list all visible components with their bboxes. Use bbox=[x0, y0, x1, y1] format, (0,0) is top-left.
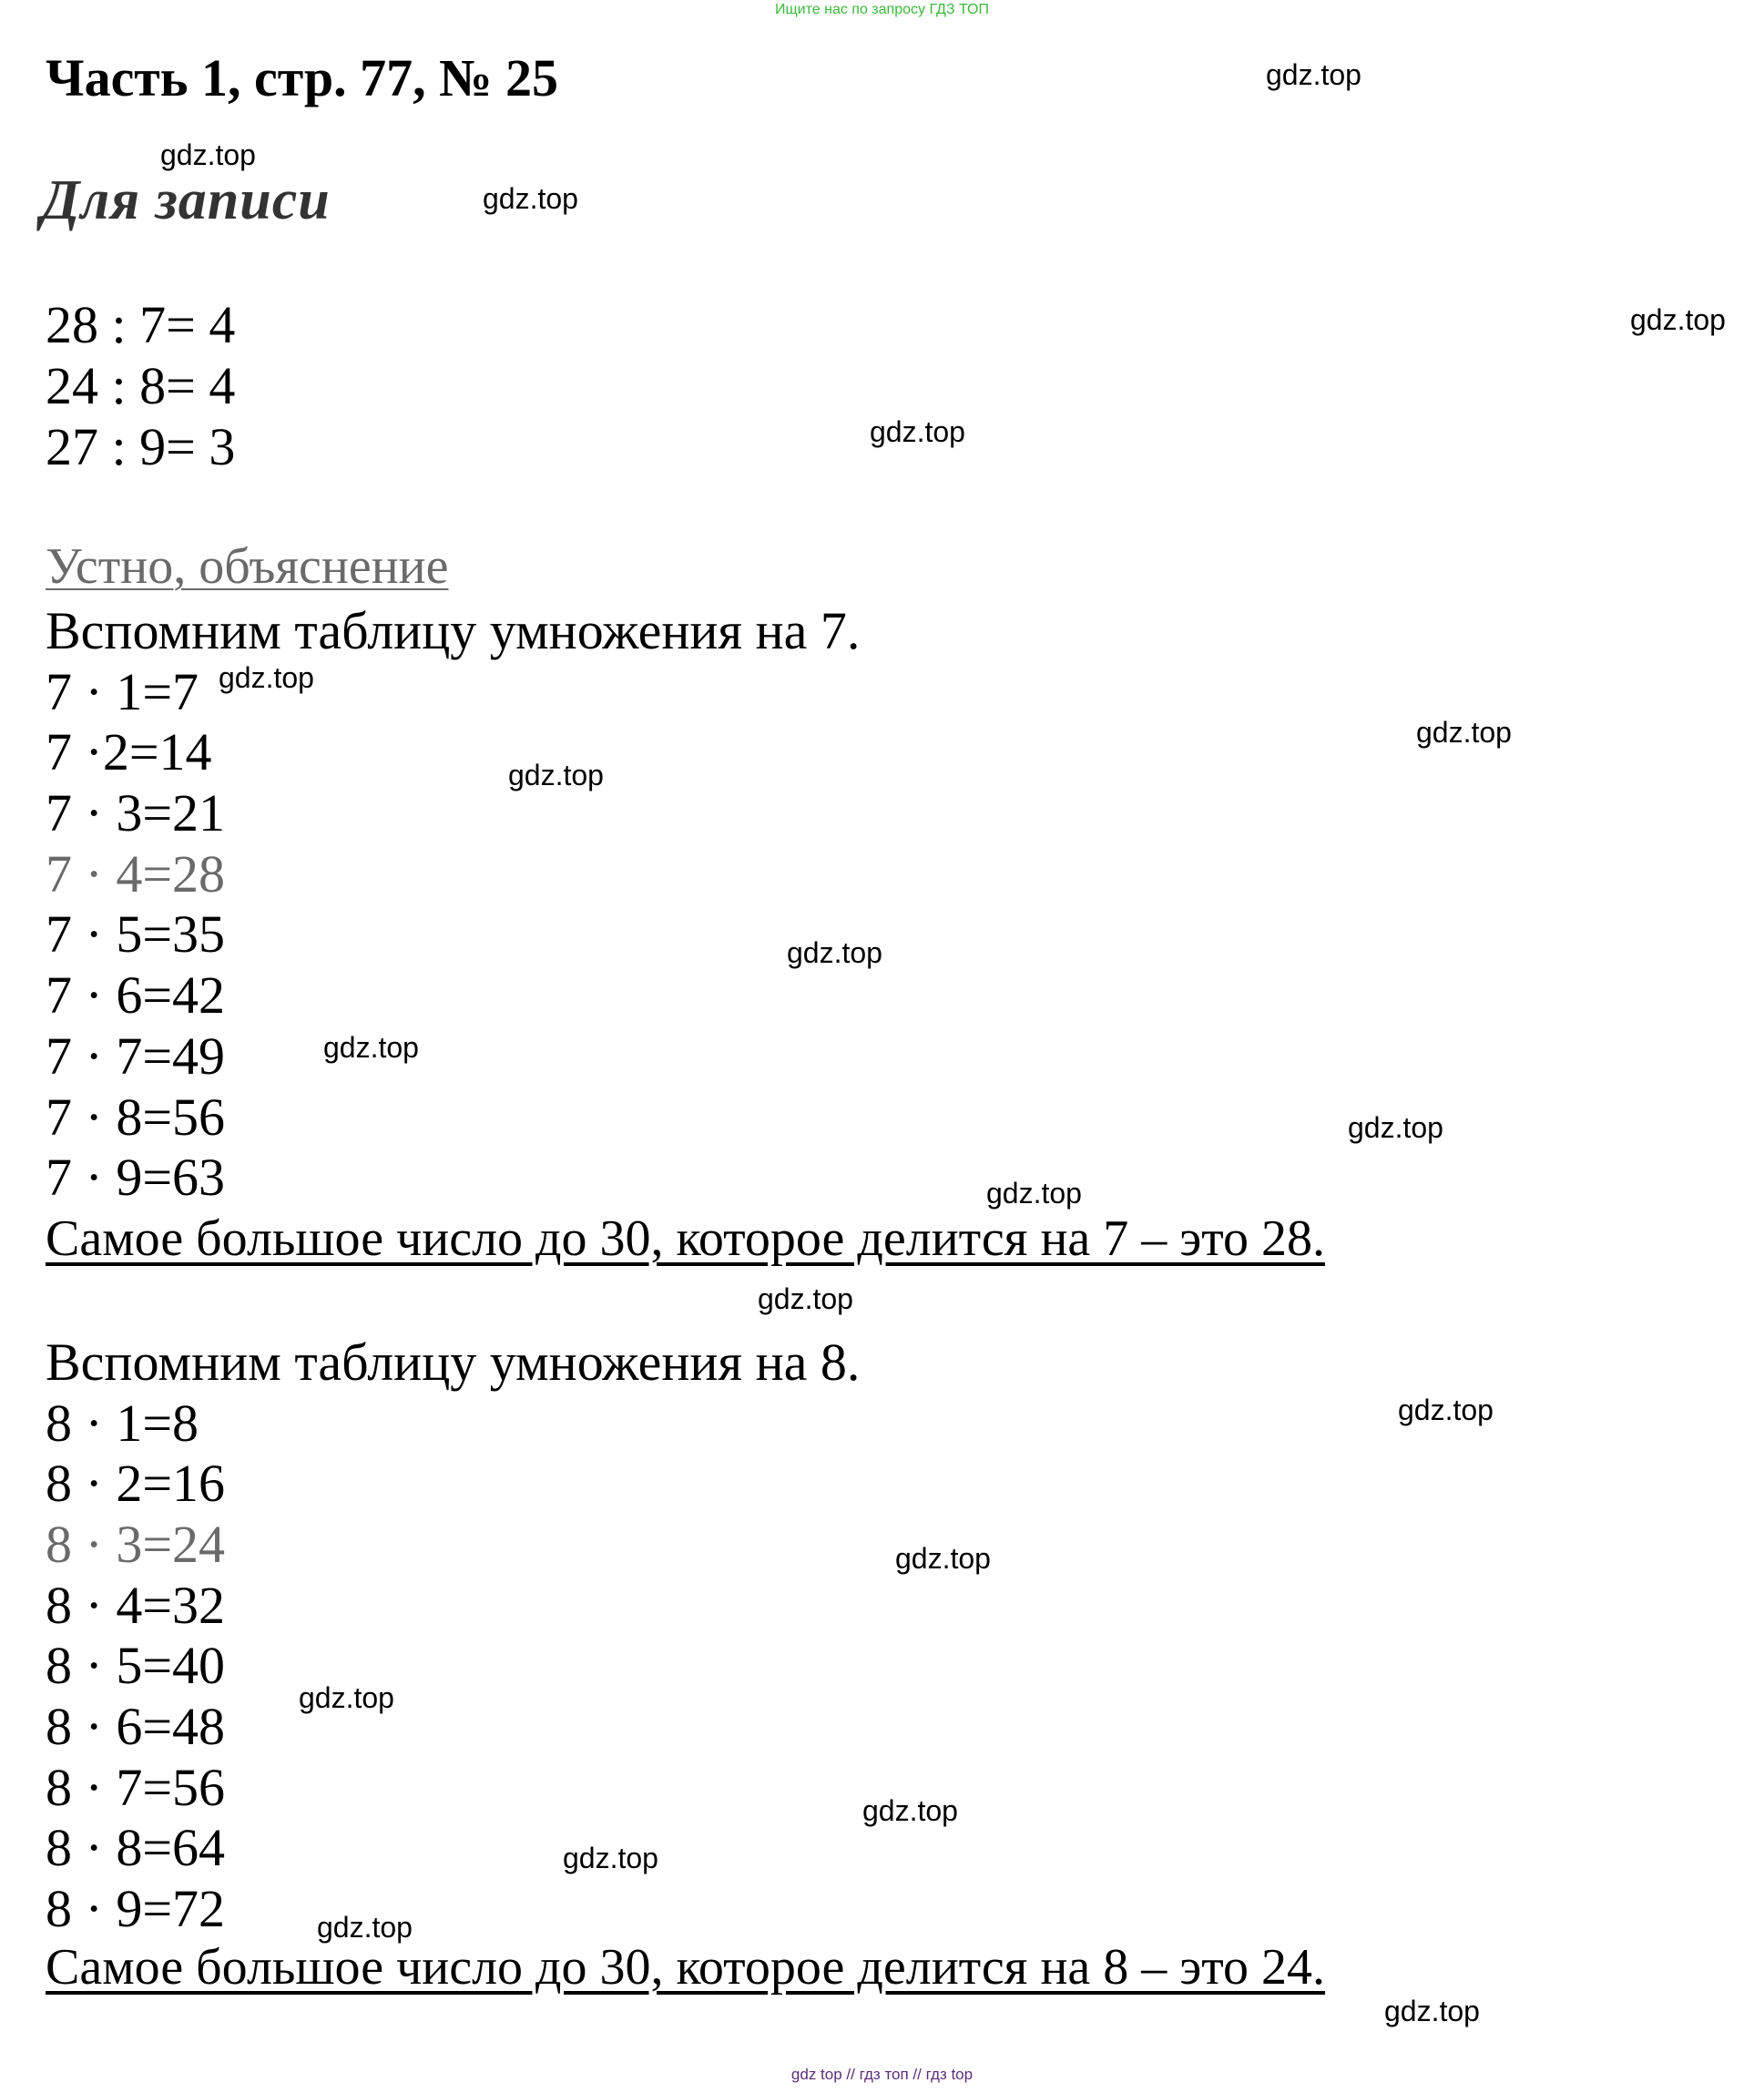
table-row: 7 · 1=7 bbox=[46, 662, 199, 721]
table-row: 7 · 7=49 bbox=[46, 1026, 226, 1086]
table-row: 8 · 8=64 bbox=[46, 1818, 226, 1877]
watermark: gdz.top bbox=[1398, 1394, 1494, 1426]
watermark: gdz.top bbox=[1384, 1995, 1480, 2027]
table-row: 7 · 8=56 bbox=[46, 1087, 226, 1147]
watermark: gdz.top bbox=[862, 1794, 958, 1827]
table-row: 8 · 7=56 bbox=[46, 1758, 226, 1817]
table-row: 8 · 1=8 bbox=[46, 1394, 199, 1453]
table-row: 7 · 9=63 bbox=[46, 1148, 226, 1207]
table-row: 8 · 6=48 bbox=[46, 1697, 226, 1756]
equation-line: 28 : 7= 4 bbox=[46, 295, 236, 354]
watermark: gdz.top bbox=[787, 936, 882, 969]
watermark: gdz.top bbox=[563, 1842, 658, 1874]
footer-links: gdz top // гдз топ // гдз top bbox=[790, 2066, 974, 2083]
table-row: 7 · 6=42 bbox=[46, 965, 226, 1025]
table-row: 8 · 2=16 bbox=[46, 1454, 226, 1513]
watermark: gdz.top bbox=[870, 415, 965, 448]
watermark: gdz.top bbox=[299, 1681, 394, 1714]
watermark: gdz.top bbox=[986, 1177, 1082, 1210]
table-row: 8 · 4=32 bbox=[46, 1576, 226, 1635]
table-row-highlighted: 7 · 4=28 bbox=[46, 844, 226, 904]
table-row: 8 · 9=72 bbox=[46, 1879, 226, 1938]
watermark: gdz.top bbox=[160, 138, 256, 171]
watermark: gdz.top bbox=[219, 661, 314, 694]
table-intro: Вспомним таблицу умножения на 7. bbox=[46, 601, 861, 660]
table-row: 7 ·2=14 bbox=[46, 722, 212, 781]
top-banner: Ищите нас по запросу ГДЗ ТОП bbox=[775, 2, 989, 17]
conclusion-7: Самое большое число до 30, которое делится на 7 – это 28. bbox=[46, 1210, 1326, 1267]
oral-explanation-header: Устно, объяснение bbox=[46, 538, 449, 595]
conclusion-8: Самое большое число до 30, которое делится на 8 – это 24. bbox=[46, 1939, 1326, 1996]
watermark: gdz.top bbox=[483, 182, 578, 215]
table-row: 7 · 3=21 bbox=[46, 783, 226, 842]
watermark: gdz.top bbox=[1266, 58, 1361, 91]
section-subtitle: Для записи bbox=[41, 169, 331, 231]
page-title: Часть 1, стр. 77, № 25 bbox=[46, 48, 558, 107]
watermark: gdz.top bbox=[508, 759, 604, 791]
table-row: 8 · 5=40 bbox=[46, 1636, 226, 1695]
equation-line: 24 : 8= 4 bbox=[46, 356, 236, 415]
table-row: 7 · 5=35 bbox=[46, 904, 226, 964]
watermark: gdz.top bbox=[758, 1282, 853, 1315]
watermark: gdz.top bbox=[895, 1542, 991, 1575]
watermark: gdz.top bbox=[317, 1911, 413, 1944]
equation-line: 27 : 9= 3 bbox=[46, 417, 236, 476]
table-intro: Вспомним таблицу умножения на 8. bbox=[46, 1332, 861, 1392]
watermark: gdz.top bbox=[323, 1031, 419, 1064]
watermark: gdz.top bbox=[1416, 716, 1512, 749]
watermark: gdz.top bbox=[1630, 303, 1726, 336]
table-row-highlighted: 8 · 3=24 bbox=[46, 1515, 226, 1574]
watermark: gdz.top bbox=[1348, 1111, 1443, 1144]
